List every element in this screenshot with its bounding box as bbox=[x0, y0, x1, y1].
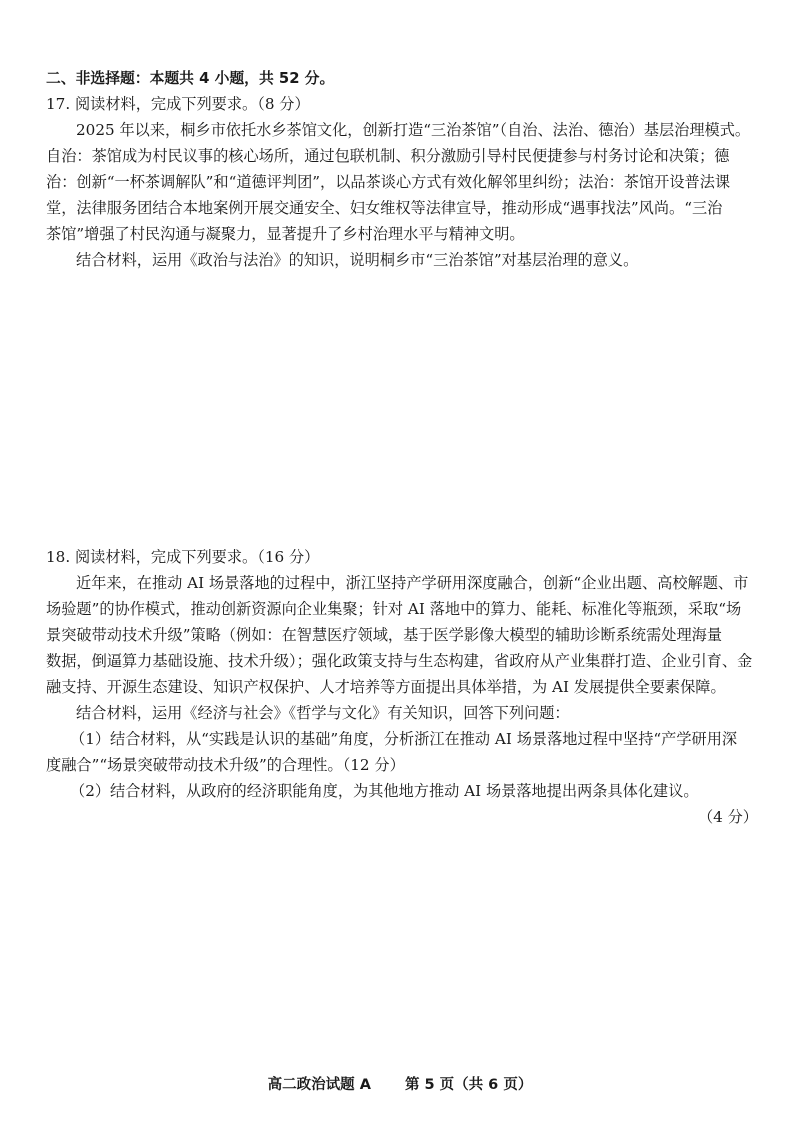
q17-material-line: 茶馆”增强了村民沟通与凝聚力，显著提升了乡村治理水平与精神文明。 bbox=[46, 225, 525, 243]
q18-sub1-line: 度融合”“场景突破带动技术升级”的合理性。（12 分） bbox=[46, 756, 405, 774]
q18-sub2-score: （4 分） bbox=[697, 808, 758, 826]
q18-material-line: 融支持、开源生态建设、知识产权保护、人才培养等方面提出具体举措，为 AI 发展提供全要素保障。 bbox=[46, 678, 726, 696]
q17-material-line: 堂，法律服务团结合本地案例开展交通安全、妇女维权等法律宣导，推动形成“遇事找法”风尚。“三治 bbox=[46, 199, 723, 217]
q17-material-line: 治：创新“一杯茶调解队”和“道德评判团”，以品茶谈心方式有效化解邻里纠纷；法治：茶馆开设普法课 bbox=[46, 173, 731, 191]
footer-exam-title: 高二政治试题 A bbox=[267, 1077, 371, 1093]
section-header: 二、非选择题：本题共 4 小题，共 52 分。 bbox=[46, 70, 335, 87]
footer-page-number: 第 5 页（共 6 页） bbox=[404, 1077, 533, 1093]
q18-instruction: 结合材料，运用《经济与社会》《哲学与文化》有关知识，回答下列问题： bbox=[76, 704, 570, 722]
q18-sub2: （2）结合材料，从政府的经济职能角度，为其他地方推动 AI 场景落地提出两条具体化建议。 bbox=[70, 782, 699, 800]
q18-title: 18. 阅读材料，完成下列要求。（16 分） bbox=[46, 548, 320, 566]
q18-material-line: 数据，倒逼算力基础设施、技术升级）；强化政策支持与生态构建，省政府从产业集群打造、企业引育、金 bbox=[46, 652, 753, 670]
q18-sub1-line: （1）结合材料，从“实践是认识的基础”角度，分析浙江在推动 AI 场景落地过程中坚持“产学研用深 bbox=[70, 730, 738, 748]
page-footer bbox=[0, 1073, 800, 1094]
q17-title: 17. 阅读材料，完成下列要求。（8 分） bbox=[46, 95, 310, 113]
q17-question: 结合材料，运用《政治与法治》的知识，说明桐乡市“三治茶馆”对基层治理的意义。 bbox=[76, 251, 639, 269]
q18-material-line: 场验题”的协作模式，推动创新资源向企业集聚；针对 AI 落地中的算力、能耗、标准化等瓶颈，采取“场 bbox=[46, 600, 742, 618]
q17-material-line: 自治：茶馆成为村民议事的核心场所，通过包联机制、积分激励引导村民便捷参与村务讨论和决策；德 bbox=[46, 147, 730, 165]
q17-material-line: 2025 年以来，桐乡市依托水乡茶馆文化，创新打造“三治茶馆”（自治、法治、德治）基层治理模式。 bbox=[76, 121, 751, 139]
q18-material-line: 近年来，在推动 AI 场景落地的过程中，浙江坚持产学研用深度融合，创新“企业出题、高校解题、市 bbox=[76, 574, 749, 592]
q18-material-line: 景突破带动技术升级”策略（例如：在智慧医疗领域，基于医学影像大模型的辅助诊断系统需处理海量 bbox=[46, 626, 723, 644]
